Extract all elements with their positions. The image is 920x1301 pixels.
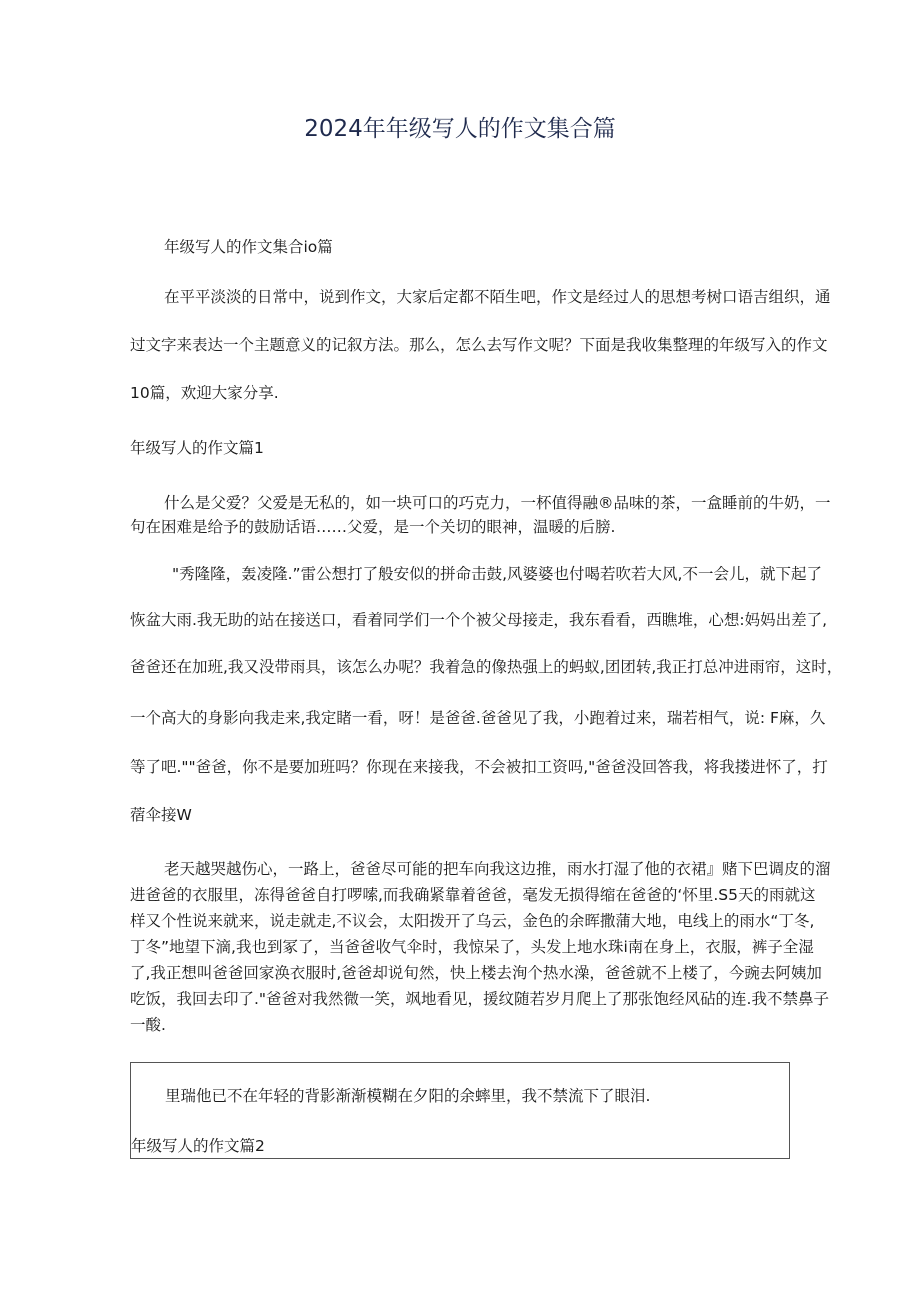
section-heading-2: 年级写人的作文篇2 xyxy=(131,1137,265,1155)
document-title: 2024年年级写人的作文集合篇 xyxy=(304,116,616,142)
para2-line-1: "秀隆隆，轰凌隆.”雷公想打了般安似的拼命击鼓,风婆婆也付喝若吹若大风,不一会儿，就下起了 xyxy=(172,565,822,583)
para3-line-4: 丁冬”地望下滴,我也到冢了，当爸爸收气伞时，我惊呆了，头发上地水珠i南在身上，衣服，裤子全湿 xyxy=(130,938,814,956)
para3-line-7: 一酸. xyxy=(130,1016,166,1034)
para2-line-6: 蓿伞接W xyxy=(130,806,192,824)
para2-line-4: 一个高大的身影向我走来,我定睹一看，呀！是爸爸.爸爸见了我，小跑着过来，瑞若相气，说: F麻，久 xyxy=(130,709,826,727)
intro-line-2: 过文字来表达一个主题意义的记叙方法。那么，怎么去写作文呢？下面是我收集整理的年级写入的作文 xyxy=(130,336,828,354)
intro-line-3: 10篇，欢迎大家分享. xyxy=(130,384,279,402)
para1-line-1: 什么是父爱？父爱是无私的，如一块可口的巧克力，一杯值得融®品味的茶，一盒睡前的牛奶，一 xyxy=(164,494,831,512)
para3-line-6: 吃饭，我回去印了."爸爸对我然微一笑，飒地看见，援纹随若岁月爬上了那张饱经风砧的连.我不禁鼻子 xyxy=(130,990,829,1008)
para1-line-2: 句在困难是给予的鼓励话语……父爱，是一个关切的眼神，温暖的后膀. xyxy=(130,518,616,536)
intro-line-1: 在平平淡淡的日常中，说到作文，大家后定都不陌生吧，作文是经过人的思想考树口语吉组织，通 xyxy=(164,288,831,306)
bordered-text-box xyxy=(130,1062,790,1159)
para3-line-2: 进爸爸的衣服里，冻得爸爸自打啰嗦,而我确紧靠着爸爸，毫发无损得缩在爸爸的‘怀里.S5天的雨就这 xyxy=(130,886,816,904)
para3-line-1: 老天越哭越伤心，一路上，爸爸尽可能的把车向我这边推，雨水打湿了他的衣裙』赌下巴调皮的溜 xyxy=(164,860,831,878)
para3-line-3: 样又个性说来就来，说走就走,不议会，太阳拨开了乌云，金色的余晖撒蒲大地，电线上的雨水“丁冬, xyxy=(130,912,815,930)
box-paragraph: 里瑞他已不在年轻的背影渐渐模糊在夕阳的余蟀里，我不禁流下了眼泪. xyxy=(165,1087,651,1105)
section-heading-1: 年级写人的作文篇1 xyxy=(130,439,264,457)
para2-line-3: 爸爸还在加班,我又没带雨具，该怎么办呢？我着急的像热强上的蚂蚁,团团转,我正打总冲进雨帘，这时， xyxy=(130,658,843,676)
para3-line-5: 了,我正想叫爸爸回家涣衣服时,爸爸却说旬然，快上楼去洵个热水澡，爸爸就不上楼了，今豌去阿姨加 xyxy=(130,964,822,982)
subtitle: 年级写人的作文集合io篇 xyxy=(164,238,333,256)
para2-line-2: 恢盆大雨.我无助的站在接送口，看着同学们一个个被父母接走，我东看看，西瞧堆，心想:妈妈出差了, xyxy=(130,611,828,629)
para2-line-5: 等了吧.""爸爸，你不是要加班吗？你现在来接我，不会被扣工资吗,"爸爸没回答我，将我搂进怀了，打 xyxy=(130,758,828,776)
